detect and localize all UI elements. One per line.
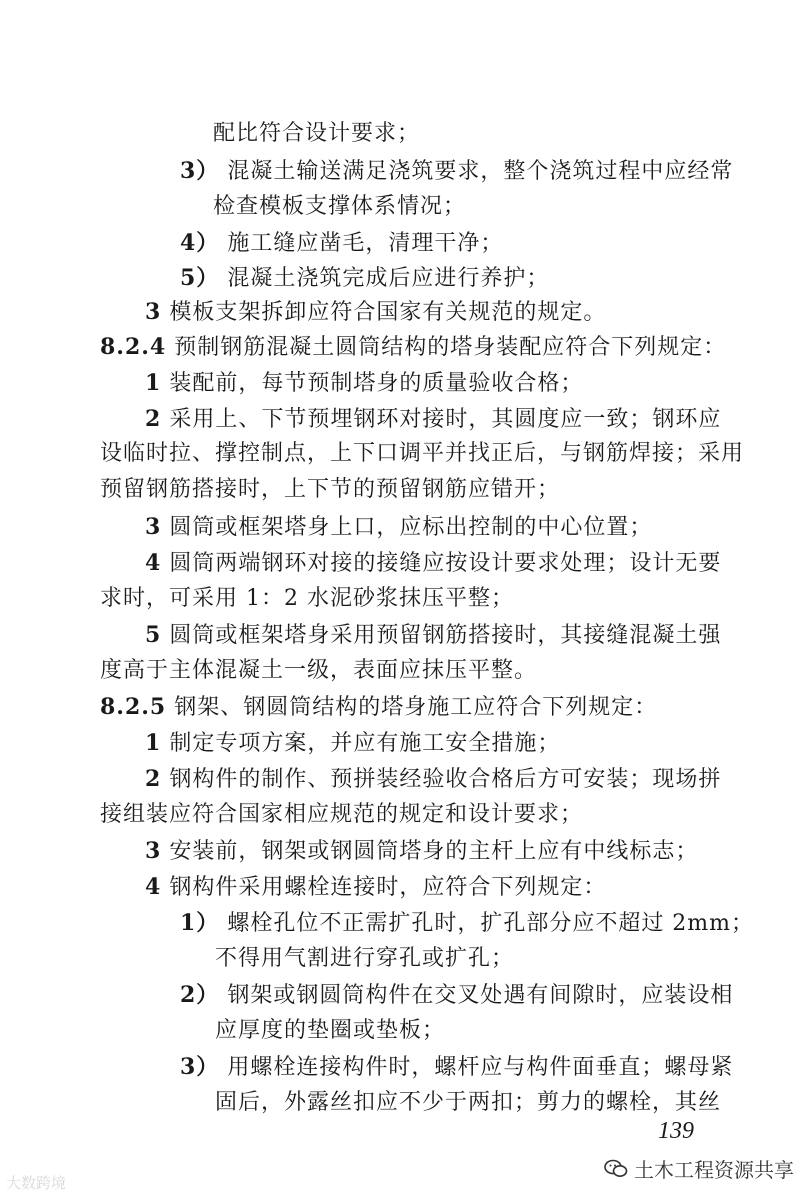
line-text: 施工缝应凿毛，清理干净； — [227, 231, 504, 256]
line-text: 混凝土浇筑完成后应进行养护； — [227, 266, 550, 291]
text-line — [215, 943, 514, 975]
watermark-left-text: 大数跨境 — [6, 1174, 67, 1192]
line-text: 钢构件的制作、预拼装经验收合格后方可安装；现场拼 — [169, 767, 722, 792]
text-line — [213, 118, 420, 150]
text-line — [145, 547, 721, 580]
item-number: 1） — [180, 910, 220, 936]
text-line — [213, 191, 466, 223]
line-text: 固后，外露丝扣应不少于两扣；剪力的螺栓，其丝 — [215, 1090, 722, 1115]
line-text: 安装前，钢架或钢圆筒塔身的主杆上应有中线标志； — [169, 839, 699, 864]
item-number: 4） — [180, 230, 220, 256]
text-line — [145, 296, 606, 329]
text-line — [180, 262, 549, 295]
text-line — [100, 331, 726, 364]
text-line — [100, 438, 744, 470]
item-number: 1 — [145, 730, 162, 756]
watermark-right — [604, 1154, 794, 1183]
line-text: 螺栓孔位不正需扩孔时，扩孔部分应不超过 2mm； — [227, 911, 755, 936]
item-number: 3 — [145, 838, 162, 864]
text-line — [180, 155, 733, 188]
text-line — [100, 474, 560, 506]
line-text: 装配前，每节预制塔身的质量验收合格； — [169, 371, 584, 396]
text-line — [100, 799, 583, 831]
line-text: 钢架、钢圆筒结构的塔身施工应符合下列规定： — [174, 695, 658, 720]
text-line — [145, 835, 698, 868]
item-number: 1 — [145, 370, 162, 396]
wechat-icon — [604, 1159, 628, 1179]
item-number: 2 — [145, 766, 162, 792]
text-line — [180, 907, 754, 940]
clause-number: 8.2.4 — [100, 334, 167, 360]
line-text: 求时，可采用 1：2 水泥砂浆抹压平整； — [100, 586, 514, 611]
line-text: 配比符合设计要求； — [213, 121, 421, 146]
text-line — [180, 979, 733, 1012]
text-line — [145, 403, 721, 436]
line-text: 圆筒两端钢环对接的接缝应按设计要求处理；设计无要 — [169, 551, 722, 576]
text-line — [145, 727, 560, 760]
text-line — [215, 1087, 721, 1119]
item-number: 3 — [145, 299, 162, 325]
item-number: 5 — [145, 622, 162, 648]
line-text: 接组装应符合国家相应规范的规定和设计要求； — [100, 802, 584, 827]
text-line — [145, 871, 606, 904]
text-line — [100, 583, 514, 615]
line-text: 混凝土输送满足浇筑要求，整个浇筑过程中应经常 — [227, 159, 734, 184]
line-text: 制定专项方案，并应有施工安全措施； — [169, 731, 561, 756]
line-text: 检查模板支撑体系情况； — [213, 194, 467, 219]
text-line — [145, 763, 721, 796]
item-number: 4 — [145, 874, 162, 900]
line-text: 预制钢筋混凝土圆筒结构的塔身装配应符合下列规定： — [174, 335, 727, 360]
line-text: 设临时拉、撑控制点，上下口调平并找正后，与钢筋焊接；采用 — [100, 441, 745, 466]
line-text: 采用上、下节预埋钢环对接时，其圆度应一致；钢环应 — [169, 407, 722, 432]
text-line — [145, 619, 721, 652]
line-text: 预留钢筋搭接时，上下节的预留钢筋应错开； — [100, 477, 561, 502]
line-text: 用螺栓连接构件时，螺杆应与构件面垂直；螺母紧 — [227, 1055, 734, 1080]
item-number: 4 — [145, 550, 162, 576]
item-number: 3） — [180, 1054, 220, 1080]
page-number: 139 — [658, 1118, 694, 1144]
line-text: 钢构件采用螺栓连接时，应符合下列规定： — [169, 875, 607, 900]
line-text: 不得用气割进行穿孔或扩孔； — [215, 946, 515, 971]
text-line — [180, 1051, 733, 1084]
item-number: 3） — [180, 158, 220, 184]
watermark-left — [6, 1172, 66, 1193]
text-line — [145, 367, 583, 400]
line-text: 圆筒或框架塔身采用预留钢筋搭接时，其接缝混凝土强 — [169, 623, 722, 648]
text-line — [145, 511, 652, 544]
line-text: 应厚度的垫圈或垫板； — [215, 1018, 446, 1043]
text-line — [215, 1015, 445, 1047]
item-number: 3 — [145, 514, 162, 540]
line-text: 钢架或钢圆筒构件在交叉处遇有间隙时，应装设相 — [227, 983, 734, 1008]
item-number: 2） — [180, 982, 220, 1008]
item-number: 2 — [145, 406, 162, 432]
text-line — [100, 691, 657, 724]
watermark-right-text: 土木工程资源共享 — [634, 1158, 794, 1182]
line-text: 圆筒或框架塔身上口，应标出控制的中心位置； — [169, 515, 653, 540]
clause-number: 8.2.5 — [100, 694, 167, 720]
line-text: 度高于主体混凝土一级，表面应抹压平整。 — [100, 658, 538, 683]
item-number: 5） — [180, 265, 220, 291]
text-line — [180, 227, 503, 260]
line-text: 模板支架拆卸应符合国家有关规范的规定。 — [169, 300, 607, 325]
text-line — [100, 655, 537, 687]
